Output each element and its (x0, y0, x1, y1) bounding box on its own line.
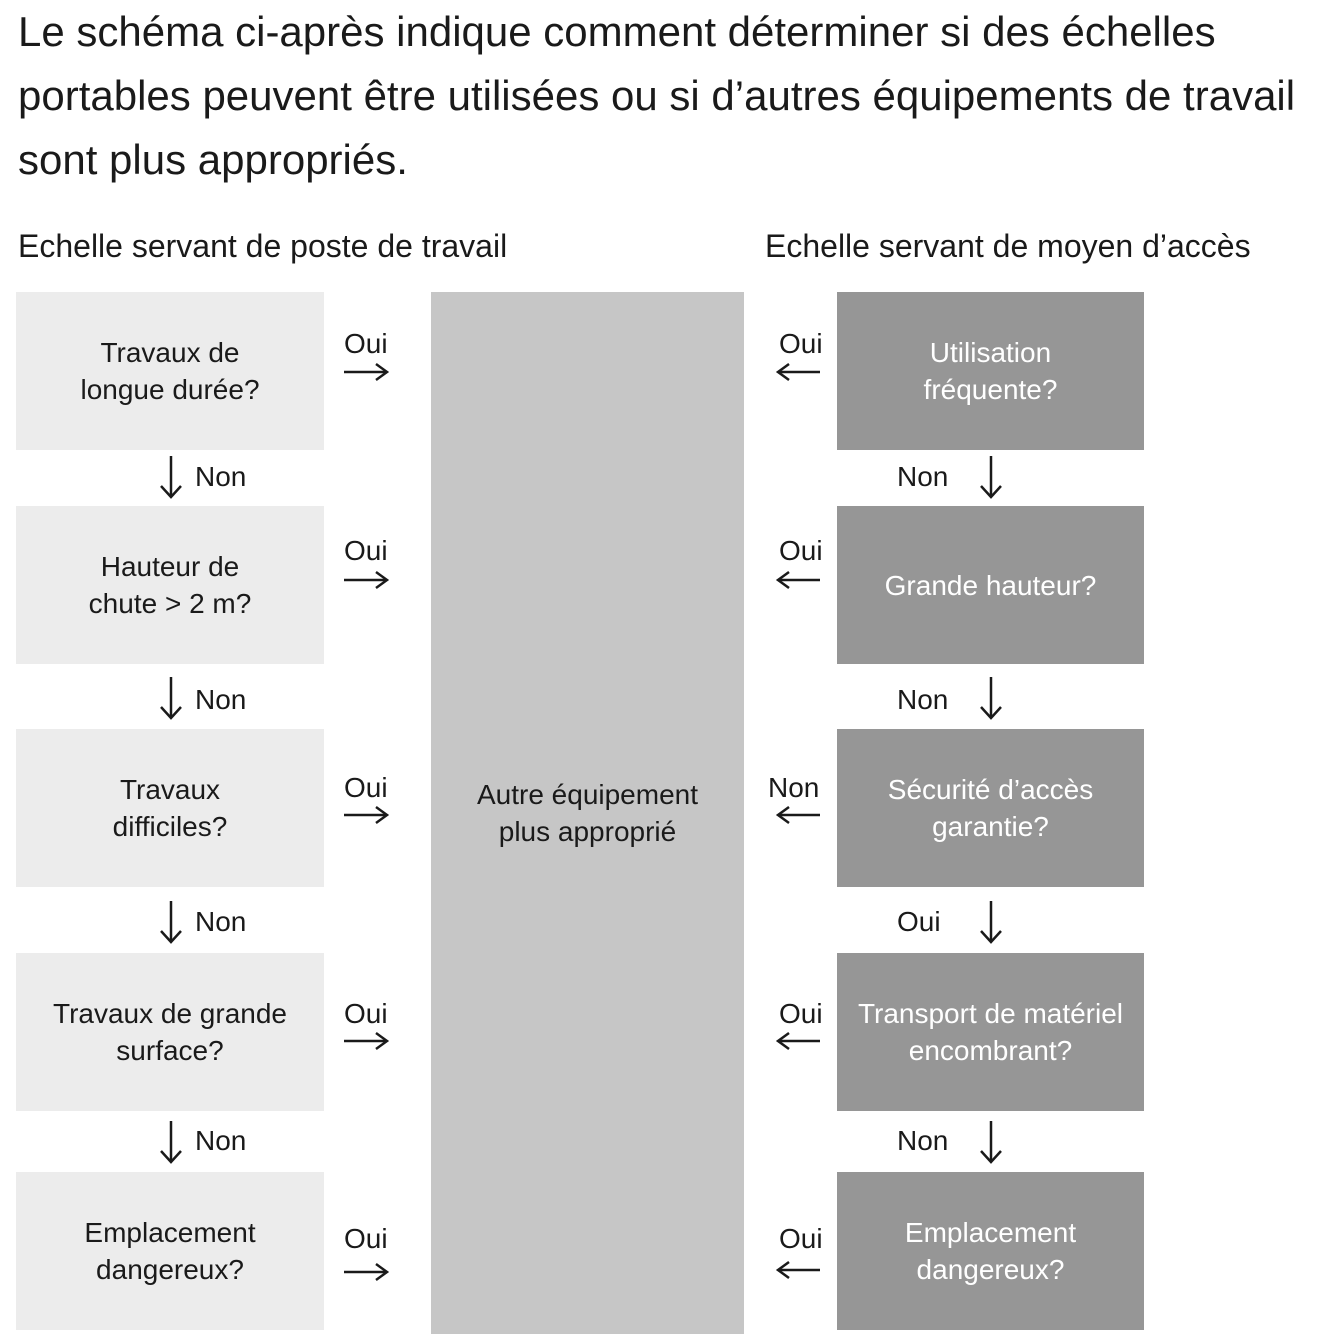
right-box-safe-access: Sécurité d’accès garantie? (837, 729, 1144, 887)
right-down-label: Oui (897, 906, 941, 937)
right-down-label: Non (897, 1125, 949, 1156)
arrow-down-icon (158, 1121, 184, 1165)
right-side-label: Oui (779, 998, 823, 1029)
left-no-label: Non (195, 1125, 247, 1156)
left-yes-label: Oui (344, 1223, 388, 1254)
arrow-right-icon (344, 362, 390, 382)
arrow-down-icon (978, 456, 1004, 500)
left-box-long-duration: Travaux de longue durée? (16, 292, 324, 450)
left-yes-label: Oui (344, 772, 388, 803)
right-down-label: Non (897, 684, 949, 715)
left-box-difficult-work: Travaux difficiles? (16, 729, 324, 887)
left-yes-label: Oui (344, 328, 388, 359)
left-no-label: Non (195, 906, 247, 937)
arrow-down-icon (978, 901, 1004, 945)
arrow-down-icon (978, 1121, 1004, 1165)
right-box-great-height: Grande hauteur? (837, 506, 1144, 664)
arrow-down-icon (158, 677, 184, 721)
right-box-frequent-use: Utilisation fréquente? (837, 292, 1144, 450)
right-box-bulky-material: Transport de matériel encombrant? (837, 953, 1144, 1111)
left-no-label: Non (195, 684, 247, 715)
right-side-label: Oui (779, 328, 823, 359)
arrow-left-icon (775, 805, 821, 825)
arrow-left-icon (775, 570, 821, 590)
left-box-dangerous-location: Emplacement dangereux? (16, 1172, 324, 1330)
arrow-right-icon (344, 1262, 390, 1282)
right-side-label: Non (768, 772, 820, 803)
left-box-large-surface: Travaux de grande surface? (16, 953, 324, 1111)
right-side-label: Oui (779, 1223, 823, 1254)
arrow-left-icon (775, 1031, 821, 1051)
left-no-label: Non (195, 461, 247, 492)
left-yes-label: Oui (344, 535, 388, 566)
arrow-down-icon (158, 901, 184, 945)
other-equipment-box: Autre équipement plus approprié (431, 292, 744, 1334)
left-column-title: Echelle servant de poste de travail (18, 228, 508, 264)
right-column-title: Echelle servant de moyen d’accès (765, 228, 1251, 264)
arrow-left-icon (775, 1260, 821, 1280)
right-side-label: Oui (779, 535, 823, 566)
right-down-label: Non (897, 461, 949, 492)
intro-text: Le schéma ci-après indique comment déterminer si des échelles portables peuvent être utilisées ou si d’autres équipements de travail sont plus appropriés. (18, 8, 1296, 183)
right-box-dangerous-location: Emplacement dangereux? (837, 1172, 1144, 1330)
arrow-right-icon (344, 570, 390, 590)
arrow-right-icon (344, 805, 390, 825)
arrow-down-icon (978, 677, 1004, 721)
arrow-left-icon (775, 362, 821, 382)
left-yes-label: Oui (344, 998, 388, 1029)
arrow-right-icon (344, 1031, 390, 1051)
left-box-fall-height: Hauteur de chute > 2 m? (16, 506, 324, 664)
arrow-down-icon (158, 456, 184, 500)
